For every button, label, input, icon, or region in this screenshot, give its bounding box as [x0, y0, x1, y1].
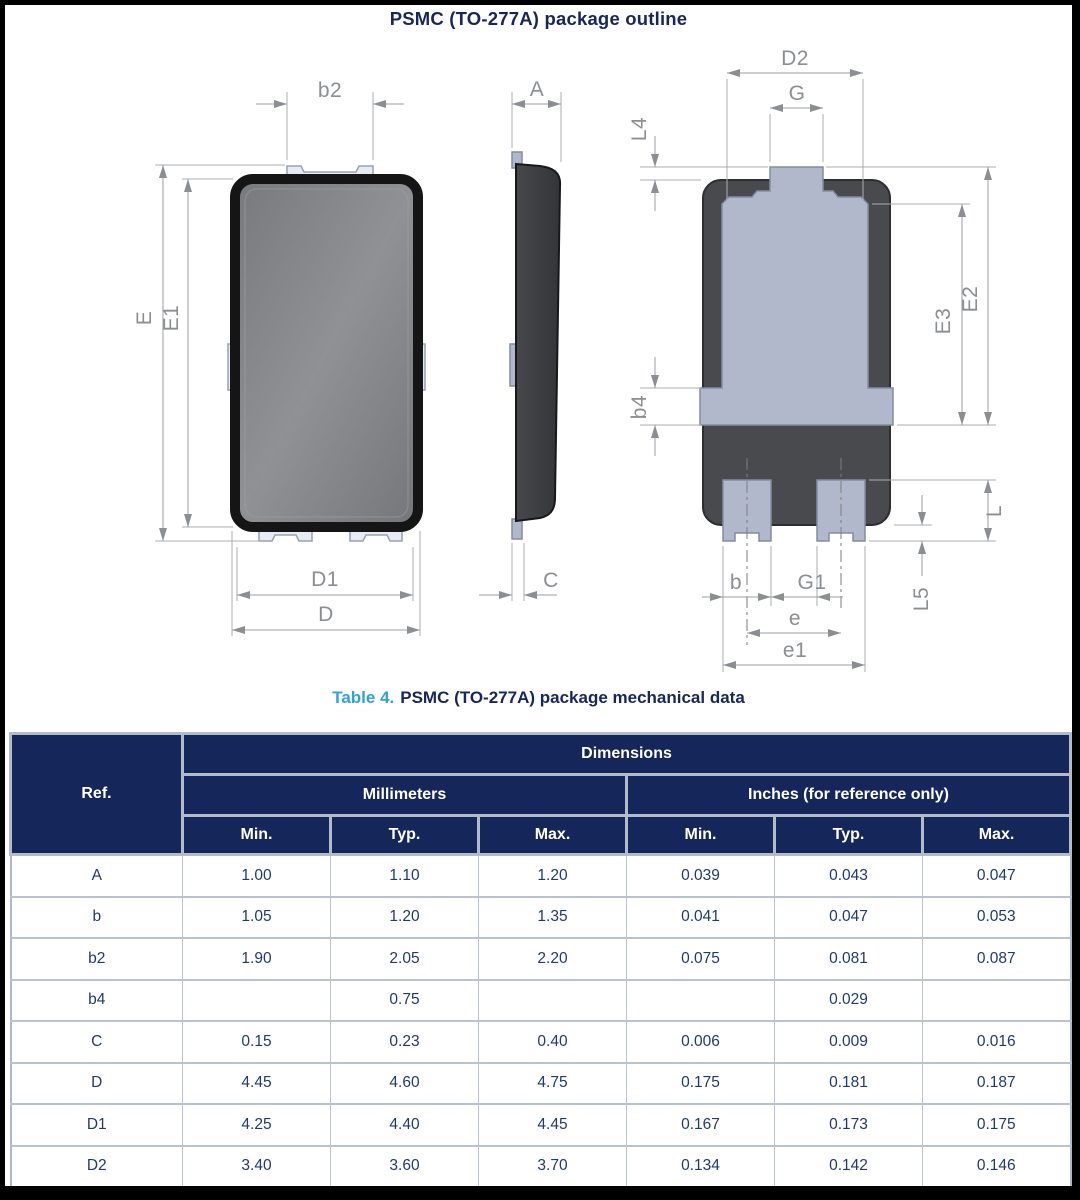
value-cell: 0.75	[331, 980, 479, 1022]
value-cell: 0.15	[183, 1021, 331, 1063]
dim-label-E3: E3	[932, 307, 955, 335]
side-body	[516, 164, 560, 521]
value-cell: 0.087	[923, 938, 1071, 980]
table-row	[11, 938, 1071, 980]
ref-cell: D2	[11, 1146, 183, 1187]
dim-label-L4: L4	[628, 116, 651, 142]
value-cell: 3.60	[331, 1146, 479, 1187]
header-mm-max: Max.	[479, 816, 627, 855]
dim-label-E: E	[133, 310, 156, 326]
table-row	[11, 1146, 1071, 1187]
dim-label-E2: E2	[959, 285, 982, 313]
mechanical-data-table	[9, 732, 1072, 1186]
package-outline-drawing	[5, 5, 1072, 700]
dim-label-b4: b4	[628, 394, 651, 420]
value-cell: 0.081	[775, 938, 923, 980]
dim-label-G1: G1	[797, 571, 827, 594]
value-cell: 3.70	[479, 1146, 627, 1187]
front-view	[133, 79, 425, 636]
value-cell: 0.016	[923, 1021, 1071, 1063]
value-cell: 0.043	[775, 855, 923, 897]
side-bottom-tab	[512, 519, 522, 539]
value-cell: 0.029	[775, 980, 923, 1022]
value-cell: 0.167	[627, 1104, 775, 1146]
value-cell: 4.75	[479, 1063, 627, 1105]
value-cell: 1.05	[183, 897, 331, 939]
value-cell: 1.35	[479, 897, 627, 939]
caption-title: PSMC (TO-277A) package mechanical data	[400, 688, 745, 707]
value-cell	[479, 980, 627, 1022]
value-cell: 1.20	[331, 897, 479, 939]
exposed-pad	[700, 167, 893, 425]
dim-label-G: G	[788, 82, 806, 105]
table-row	[11, 1021, 1071, 1063]
dim-label-C: C	[543, 569, 559, 592]
dim-label-D1: D1	[311, 568, 339, 591]
back-view	[628, 47, 1006, 672]
ref-cell: D	[11, 1063, 183, 1105]
value-cell: 4.45	[479, 1104, 627, 1146]
value-cell: 4.45	[183, 1063, 331, 1105]
value-cell: 1.10	[331, 855, 479, 897]
value-cell: 0.173	[775, 1104, 923, 1146]
dim-label-e1: e1	[782, 639, 808, 662]
dim-label-A: A	[529, 78, 545, 101]
side-view	[479, 78, 561, 601]
dim-label-b2: b2	[317, 79, 343, 102]
table-row	[11, 1104, 1071, 1146]
header-in-min: Min.	[627, 816, 775, 855]
ref-cell: b4	[11, 980, 183, 1022]
header-millimeters: Millimeters	[183, 775, 627, 816]
header-mm-min: Min.	[183, 816, 331, 855]
ref-cell: D1	[11, 1104, 183, 1146]
dim-label-b: b	[729, 571, 743, 594]
table-row	[11, 1063, 1071, 1105]
ref-cell: A	[11, 855, 183, 897]
table-caption	[5, 688, 1072, 708]
value-cell: 4.25	[183, 1104, 331, 1146]
value-cell: 0.047	[923, 855, 1071, 897]
dim-label-E1: E1	[160, 304, 183, 332]
ref-cell: b	[11, 897, 183, 939]
dim-label-L: L	[983, 504, 1006, 518]
value-cell: 1.20	[479, 855, 627, 897]
value-cell: 2.20	[479, 938, 627, 980]
value-cell: 3.40	[183, 1146, 331, 1187]
dim-label-L5: L5	[910, 586, 933, 612]
value-cell: 0.23	[331, 1021, 479, 1063]
value-cell: 0.039	[627, 855, 775, 897]
value-cell: 0.053	[923, 897, 1071, 939]
value-cell: 0.40	[479, 1021, 627, 1063]
value-cell: 1.90	[183, 938, 331, 980]
dim-label-D2: D2	[781, 47, 809, 70]
ref-cell: b2	[11, 938, 183, 980]
value-cell: 0.146	[923, 1146, 1071, 1187]
value-cell: 0.009	[775, 1021, 923, 1063]
value-cell: 0.075	[627, 938, 775, 980]
ref-cell: C	[11, 1021, 183, 1063]
value-cell: 0.181	[775, 1063, 923, 1105]
front-body	[235, 179, 418, 527]
header-inches: Inches (for reference only)	[627, 775, 1071, 816]
caption-number: Table 4.	[332, 688, 395, 707]
value-cell: 0.047	[775, 897, 923, 939]
header-in-max: Max.	[923, 816, 1071, 855]
table-row	[11, 897, 1071, 939]
mechanical-data-table-wrap	[9, 732, 1072, 1186]
value-cell: 0.187	[923, 1063, 1071, 1105]
value-cell: 1.00	[183, 855, 331, 897]
table-row	[11, 855, 1071, 897]
value-cell: 0.041	[627, 897, 775, 939]
value-cell	[923, 980, 1071, 1022]
value-cell: 0.175	[627, 1063, 775, 1105]
value-cell: 0.134	[627, 1146, 775, 1187]
header-ref: Ref.	[11, 734, 183, 855]
dim-label-e: e	[788, 607, 802, 630]
header-mm-typ: Typ.	[331, 816, 479, 855]
header-dimensions: Dimensions	[183, 734, 1071, 775]
value-cell	[627, 980, 775, 1022]
value-cell: 2.05	[331, 938, 479, 980]
value-cell: 0.142	[775, 1146, 923, 1187]
value-cell: 4.60	[331, 1063, 479, 1105]
dim-label-D: D	[318, 603, 334, 626]
header-in-typ: Typ.	[775, 816, 923, 855]
value-cell	[183, 980, 331, 1022]
datasheet-page	[5, 5, 1072, 1186]
table-row	[11, 980, 1071, 1022]
value-cell: 4.40	[331, 1104, 479, 1146]
page-title: PSMC (TO-277A) package outline	[389, 8, 688, 29]
value-cell: 0.175	[923, 1104, 1071, 1146]
value-cell: 0.006	[627, 1021, 775, 1063]
